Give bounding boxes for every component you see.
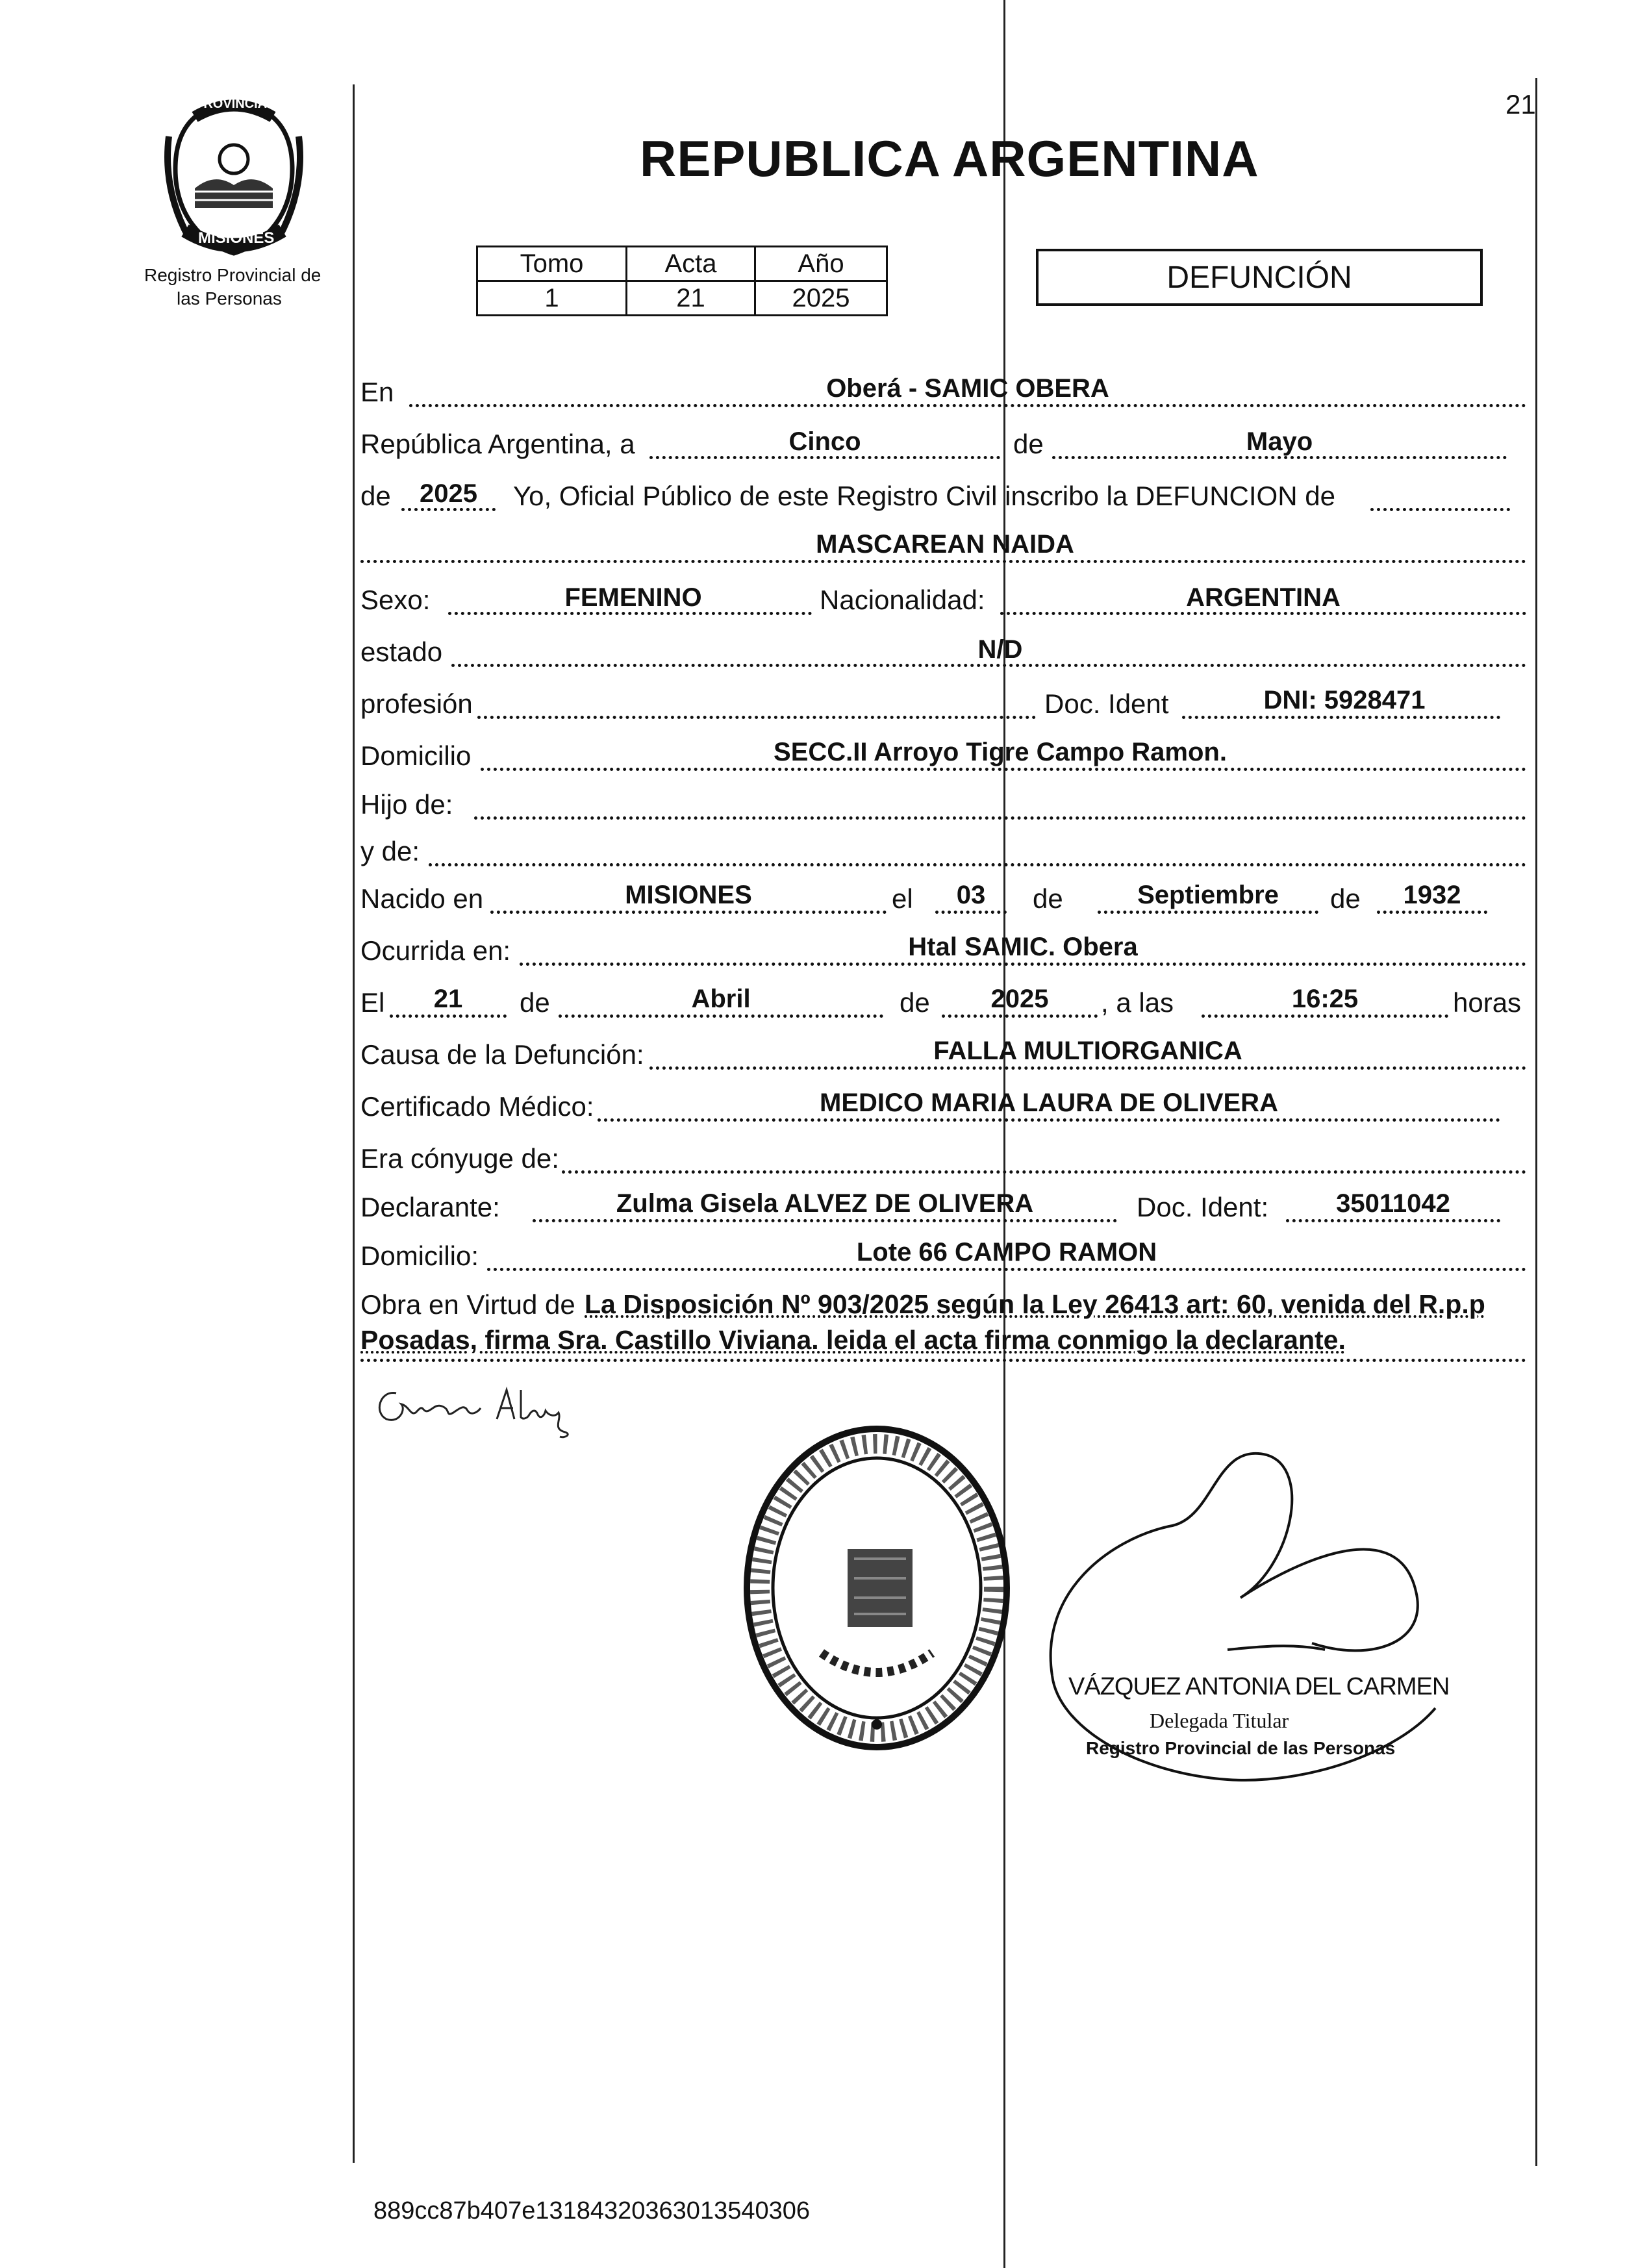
el-label: el: [892, 883, 913, 914]
birth-year: 1932: [1403, 881, 1461, 909]
nacido-line: [490, 911, 887, 914]
domicilio2-line: [487, 1268, 1526, 1271]
deceased-name: MASCAREAN NAIDA: [816, 530, 1074, 559]
estado-label: estado: [360, 636, 443, 667]
nacido-label: Nacido en: [360, 883, 484, 914]
estado-line: [451, 664, 1526, 667]
day-line: [649, 456, 1000, 459]
month-line: [1052, 456, 1507, 459]
de6-label: de: [900, 987, 930, 1018]
declarante-label: Declarante:: [360, 1192, 500, 1222]
domicilio2-value: Lote 66 CAMPO RAMON: [856, 1238, 1157, 1266]
record-table: [476, 246, 888, 316]
death-month-line: [559, 1014, 883, 1018]
nacionalidad-line: [1000, 612, 1526, 615]
doc-ident2-value: 35011042: [1336, 1189, 1450, 1218]
causa-label: Causa de la Defunción:: [360, 1039, 644, 1070]
year-line: [401, 508, 496, 511]
declarant-signature: [370, 1377, 578, 1448]
sexo-label: Sexo:: [360, 585, 431, 615]
name-line: [360, 560, 1526, 563]
oficial-text: Yo, Oficial Público de este Registro Civil inscribo la DEFUNCION de: [513, 481, 1335, 511]
death-day-line: [390, 1014, 507, 1018]
official-name: VÁZQUEZ ANTONIA DEL CARMEN: [1068, 1673, 1450, 1700]
emblem-bottom-text: MISIONES: [198, 229, 275, 247]
nacionalidad-value: ARGENTINA: [1186, 583, 1341, 612]
right-margin-line: [1535, 78, 1537, 2166]
death-year-line: [942, 1014, 1098, 1018]
de5-label: de: [520, 987, 550, 1018]
document-type: DEFUNCIÓN: [1166, 260, 1352, 295]
declarante-value: Zulma Gisela ALVEZ DE OLIVERA: [616, 1189, 1034, 1218]
de4-label: de: [1330, 883, 1361, 914]
birth-day: 03: [956, 881, 986, 909]
death-time: 16:25: [1291, 985, 1359, 1013]
registry-name-line2: las Personas: [177, 288, 282, 309]
registry-name-line1: Registro Provincial de: [144, 265, 321, 285]
obra-value-line1: La Disposición Nº 903/2025 según la Ley 26413 art: 60, venida del R.p.p: [585, 1289, 1485, 1319]
domicilio-label: Domicilio: [360, 740, 472, 771]
birth-day-line: [935, 911, 1007, 914]
certificado-line: [598, 1118, 1500, 1122]
value-acta: 21: [627, 281, 755, 316]
ocurrida-value: Htal SAMIC. Obera: [908, 933, 1138, 961]
conyuge-label: Era cónyuge de:: [360, 1143, 559, 1174]
official-role: Delegada Titular: [1150, 1709, 1289, 1732]
header-ano: Año: [755, 247, 887, 281]
birth-month-line: [1098, 911, 1318, 914]
ocurrida-line: [520, 963, 1526, 966]
conyuge-line: [562, 1170, 1526, 1174]
yde-line: [429, 863, 1526, 866]
document-type-box: [1036, 249, 1483, 306]
ocurrida-label: Ocurrida en:: [360, 935, 511, 966]
hijo-line: [474, 816, 1526, 820]
oficial-tail-line: [1370, 508, 1510, 511]
nacionalidad-label: Nacionalidad:: [820, 585, 985, 615]
obra-label: Obra en Virtud de: [360, 1289, 575, 1320]
sexo-value: FEMENINO: [564, 583, 702, 612]
sexo-line: [448, 612, 812, 615]
header-acta: Acta: [627, 247, 755, 281]
doc-ident2-line: [1286, 1219, 1500, 1222]
de3-label: de: [1033, 883, 1063, 914]
obra-bottom-line: [360, 1359, 1526, 1362]
death-year: 2025: [990, 985, 1049, 1013]
alas-label: , a las: [1101, 987, 1174, 1018]
en-value: Oberá - SAMIC OBERA: [826, 374, 1109, 403]
official-stamp: [737, 1419, 1016, 1757]
domicilio-value: SECC.II Arroyo Tigre Campo Ramon.: [774, 738, 1227, 766]
year-value: 2025: [420, 479, 477, 508]
birth-year-line: [1377, 911, 1487, 914]
profesion-line: [477, 716, 1036, 719]
hijo-label: Hijo de:: [360, 789, 453, 820]
header-tomo: Tomo: [477, 247, 627, 281]
el2-label: El: [360, 987, 385, 1018]
month-value: Mayo: [1246, 427, 1313, 456]
death-time-line: [1202, 1014, 1448, 1018]
center-fold-line: [1003, 0, 1005, 2268]
en-line: [409, 404, 1526, 407]
official-office: Registro Provincial de las Personas: [1086, 1738, 1396, 1758]
declarante-line: [533, 1219, 1117, 1222]
de-label: de: [1013, 429, 1044, 459]
estado-value: N/D: [977, 635, 1023, 664]
certificado-value: MEDICO MARIA LAURA DE OLIVERA: [820, 1089, 1278, 1117]
day-value: Cinco: [788, 427, 861, 456]
profesion-label: profesión: [360, 688, 473, 719]
emblem-top-text: PROVINCIA DE: [195, 97, 288, 111]
birth-month: Septiembre: [1137, 881, 1279, 909]
nacido-value: MISIONES: [625, 881, 752, 909]
value-ano: 2025: [755, 281, 887, 316]
death-month: Abril: [691, 985, 751, 1013]
causa-value: FALLA MULTIORGANICA: [933, 1037, 1242, 1065]
obra-value-line2: Posadas, firma Sra. Castillo Viviana. leida el acta firma conmigo la declarante.: [360, 1325, 1346, 1355]
certificado-label: Certificado Médico:: [360, 1091, 594, 1122]
value-tomo: 1: [477, 281, 627, 316]
doc-ident2-label: Doc. Ident:: [1137, 1192, 1269, 1222]
death-day: 21: [433, 985, 463, 1013]
doc-ident-label: Doc. Ident: [1044, 688, 1169, 719]
doc-ident-line: [1182, 716, 1500, 719]
republica-label: República Argentina, a: [360, 429, 635, 459]
causa-line: [649, 1066, 1526, 1070]
doc-ident-value: DNI: 5928471: [1263, 686, 1426, 714]
page-title: REPUBLICA ARGENTINA: [640, 130, 1259, 187]
left-margin-line: [353, 84, 355, 2163]
domicilio2-label: Domicilio:: [360, 1241, 479, 1271]
domicilio-line: [481, 768, 1526, 771]
de2-label: de: [360, 481, 391, 511]
page-number: 21: [1505, 89, 1536, 120]
en-label: En: [360, 377, 394, 407]
yde-label: y de:: [360, 836, 420, 866]
document-hash: 889cc87b407e13184320363013540306: [373, 2197, 811, 2224]
horas-label: horas: [1453, 987, 1522, 1018]
